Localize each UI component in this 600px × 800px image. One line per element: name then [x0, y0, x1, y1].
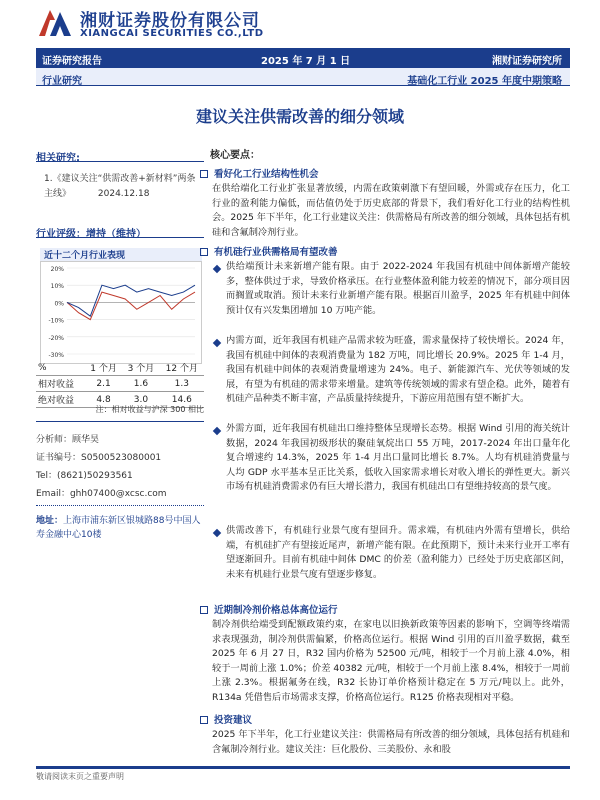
- report-date: 2025 年 7 月 1 日: [261, 56, 351, 67]
- bullet-text: 供给端预计未来新增产能有限。由于 2022-2024 年我国有机硅中间体新增产能较多，整体供过于求，导致价格承压。在行业整体盈利能力较差的情况下，部分项目因而搁置或取消。预计未来行业新增产能有限。根据百川盈孚，2025 年有机硅中间体预计仅有兴发集团增加 10 万吨产能。: [226, 261, 570, 316]
- analyst-tel: Tel：(8621)50293561: [36, 471, 133, 481]
- divider: [36, 418, 204, 422]
- table-row: [36, 376, 204, 392]
- table-header-row: [36, 360, 204, 376]
- table-cell: 3.0: [122, 392, 159, 408]
- bullet-text: 内需方面，近年我国有机硅产品需求较为旺盛，需求量保持了较快增长。2024 年，我国有机硅中间体的表观消费量为 182 万吨，同比增长 20.9%。2025 年 1-4 月，我国有机硅中间体的表观消费量增速为 24%。电子、新能源汽车、光伏等领域的发展，有望为有机硅的需求带来增量。建筑等传统领域的需求有望企稳。此外，随着有机硅产品种类不断丰富，产品质量持续提升，下游应用范围有望不断扩大。: [226, 335, 570, 405]
- industry-rating: 行业评级：增持（维持）: [36, 222, 204, 238]
- diamond-bullet-icon: [213, 339, 221, 347]
- report-category: 行业研究: [42, 76, 82, 87]
- section-heading: 投资建议: [200, 712, 252, 726]
- checkbox-square-icon: [200, 716, 208, 724]
- footer-divider: [36, 766, 570, 769]
- institute-name: 湘财证券研究所: [492, 56, 562, 67]
- bullet-text: 外需方面，近年我国有机硅出口维持整体呈现增长态势。根据 Wind 引用的海关统计数据，2024 年我国初级形状的聚硅氧烷出口 55 万吨，2017-2024 年出口量年化复合增速约 14.3%，2025 年 1-4 月出口量同比增长 8.7%。人均有机硅消费量与人均 GDP 水平基本呈正比关系，低收入国家需求增长对收入增长的弹性更大。新兴市场有机硅消费需求仍有巨大增长潜力，我国有机硅出口有望维持较高的景气度。: [226, 423, 570, 493]
- xiangcai-logo-icon: [36, 6, 74, 40]
- y-tick-label: -20%: [48, 334, 64, 342]
- bullet-text: 供需改善下，有机硅行业景气度有望回升。需求端，有机硅内外需有望增长，供给端，有机硅扩产有望接近尾声，新增产能有限。在此预期下，预计未来行业开工率有望逐渐回升。目前有机硅中间体 DMC 的价差（盈利能力）已经处于历史底部区间，未来有机硅行业景气度有望逐步修复。: [226, 525, 570, 580]
- table-cell: 4.8: [85, 392, 122, 408]
- analyst-cert: 证书编号：S0500523080001: [36, 453, 162, 463]
- page-title: 建议关注供需改善的细分领域: [195, 107, 404, 126]
- table-header-cell: %: [36, 360, 85, 376]
- diamond-bullet-icon: [213, 529, 221, 537]
- table-cell: 2.1: [85, 376, 122, 392]
- section-text: 在供给端化工行业扩张显著放缓，内需在政策刺激下有望回暖，外需或存在压力，化工行业的盈利能力偏低，而估值仍处于历史底部的背景下，我们看好化工行业的结构性机会。2025 年下半年，化工行业建议关注：供需格局有所改善的细分领域，具体包括有机硅和含氟制冷剂行业。: [212, 183, 570, 238]
- section-text: 制冷剂供给端受到配额政策约束，在家电以旧换新政策等因素的影响下，空调等终端需求表现强劲，制冷剂供需偏紧，价格高位运行。根据 Wind 引用的百川盈孚数据，截至 2025 年 6 月 27 日，R32 国内价格为 52500 元/吨，相较于一个月前上涨 4.0%，相较于一周前上涨 1.0%；价差 40382 元/吨，相较于一个月前上涨 8.4%，相较于一周前上涨 2.3%。根据氟务在线，R32 长协订单价格预计稳定在 5 万元/吨以上。此外，R134a 凭借售后市场需求支撑，价格高位运行。R125 价格表现相对平稳。: [212, 619, 570, 703]
- y-tick-label: 10%: [50, 283, 64, 291]
- diamond-bullet-icon: [213, 427, 221, 435]
- section-text: 2025 年下半年，化工行业建议关注：供需格局有所改善的细分领域，具体包括有机硅和含氟制冷剂行业。建议关注：巨化股份、三美股份、永和股: [212, 729, 570, 755]
- section-heading: 有机硅行业供需格局有望改善: [200, 244, 338, 258]
- section-heading: 近期制冷剂价格总体高位运行: [200, 602, 338, 616]
- y-tick-label: 20%: [50, 266, 64, 273]
- y-tick-label: -30%: [48, 352, 64, 359]
- performance-note: 注：相对收益与沪深 300 相比: [95, 405, 204, 414]
- header-bar: [36, 48, 570, 68]
- diamond-bullet-icon: [213, 265, 221, 273]
- table-cell: 1.6: [122, 376, 159, 392]
- chart-title: 近十二个月行业表现: [40, 248, 202, 261]
- checkbox-square-icon: [200, 606, 208, 614]
- footer-disclaimer: 敬请阅读末页之重要声明: [36, 772, 124, 781]
- y-tick-label: -10%: [48, 317, 64, 325]
- brand-name-en: XIANGCAI SECURITIES CO.,LTD: [80, 28, 264, 39]
- sub-header-bar: [36, 68, 570, 86]
- y-tick-label: 0%: [54, 300, 64, 308]
- performance-chart: [40, 261, 202, 364]
- series-line: [67, 292, 195, 320]
- table-header-cell: 1 个月: [85, 360, 122, 376]
- analyst-email[interactable]: Email：ghh07400@xcsc.com: [36, 489, 167, 499]
- table-cell: 相对收益: [36, 376, 85, 392]
- table-header-cell: 12 个月: [160, 360, 204, 376]
- table-header-cell: 3 个月: [122, 360, 159, 376]
- report-type: 证券研究报告: [42, 56, 102, 67]
- checkbox-square-icon: [200, 170, 208, 178]
- performance-chart-svg: [41, 262, 201, 363]
- related-research-header: 相关研究:: [36, 146, 204, 162]
- checkbox-square-icon: [200, 248, 208, 256]
- section-heading: 看好化工行业结构性机会: [200, 166, 319, 180]
- table-cell: 1.3: [160, 376, 204, 392]
- analyst-name: 分析师：顾华昊: [36, 435, 100, 445]
- series-line: [67, 285, 195, 316]
- performance-table: [36, 360, 204, 408]
- related-research-item[interactable]: 1.《建议关注“供需改善+新材料”两条主线》 2024.12.18: [44, 174, 196, 199]
- divider: [36, 498, 204, 506]
- brand-name-cn: 湘财证券股份有限公司: [80, 11, 260, 31]
- key-points-heading: 核心要点：: [210, 150, 260, 161]
- address: 地址：上海市浦东新区银城路88号中国人寿金融中心10楼: [36, 516, 201, 540]
- table-cell: 绝对收益: [36, 392, 85, 408]
- report-subtitle: 基础化工行业 2025 年度中期策略: [407, 76, 562, 87]
- table-cell: 14.6: [160, 392, 204, 408]
